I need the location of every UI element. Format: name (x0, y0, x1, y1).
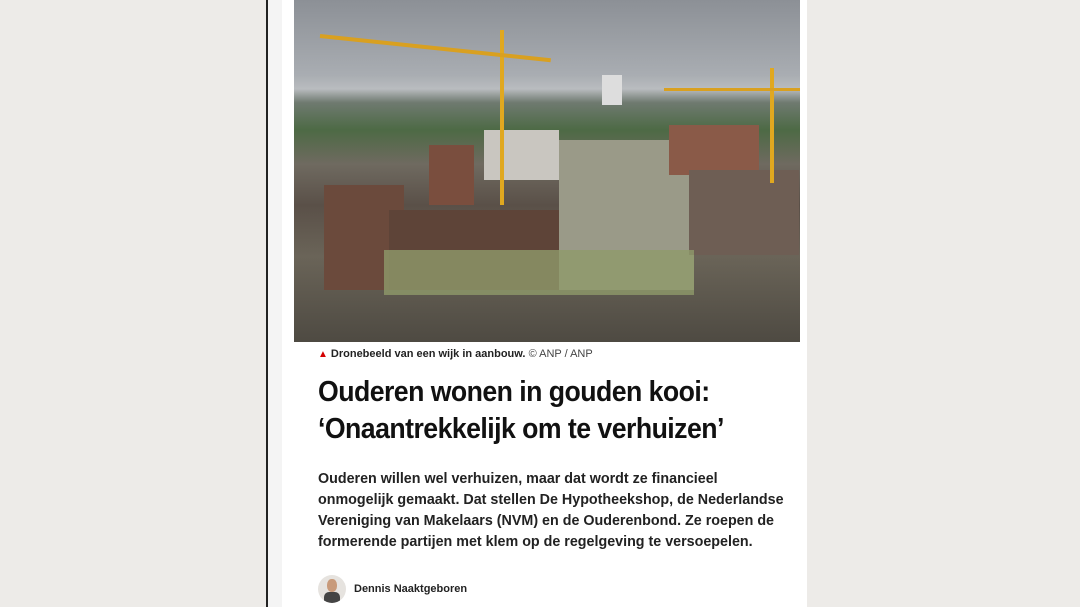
image-caption (318, 348, 593, 360)
article-title: Ouderen wonen in gouden kooi: ‘Onaantrekkelijk om te verhuizen’ (318, 376, 724, 445)
author-byline[interactable] (318, 575, 467, 603)
article-photo[interactable] (294, 0, 800, 342)
avatar (318, 575, 346, 603)
triangle-up-icon: ▲ (318, 349, 328, 360)
page-gutter (268, 0, 282, 607)
article-lead: Ouderen willen wel verhuizen, maar dat wordt ze financieel onmogelijk gemaakt. Dat stellen De Hypotheekshop, de Nederlandse Vereniging van Makelaars (NVM) en de Ouderenbond. Ze roepen de formerende partijen met klem op de regelgeving te versoepelen. (318, 471, 784, 550)
image-credit: © ANP / ANP (528, 348, 593, 360)
author-name[interactable]: Dennis Naaktgeboren (354, 583, 468, 595)
caption-text: Dronebeeld van een wijk in aanbouw. (330, 348, 526, 360)
